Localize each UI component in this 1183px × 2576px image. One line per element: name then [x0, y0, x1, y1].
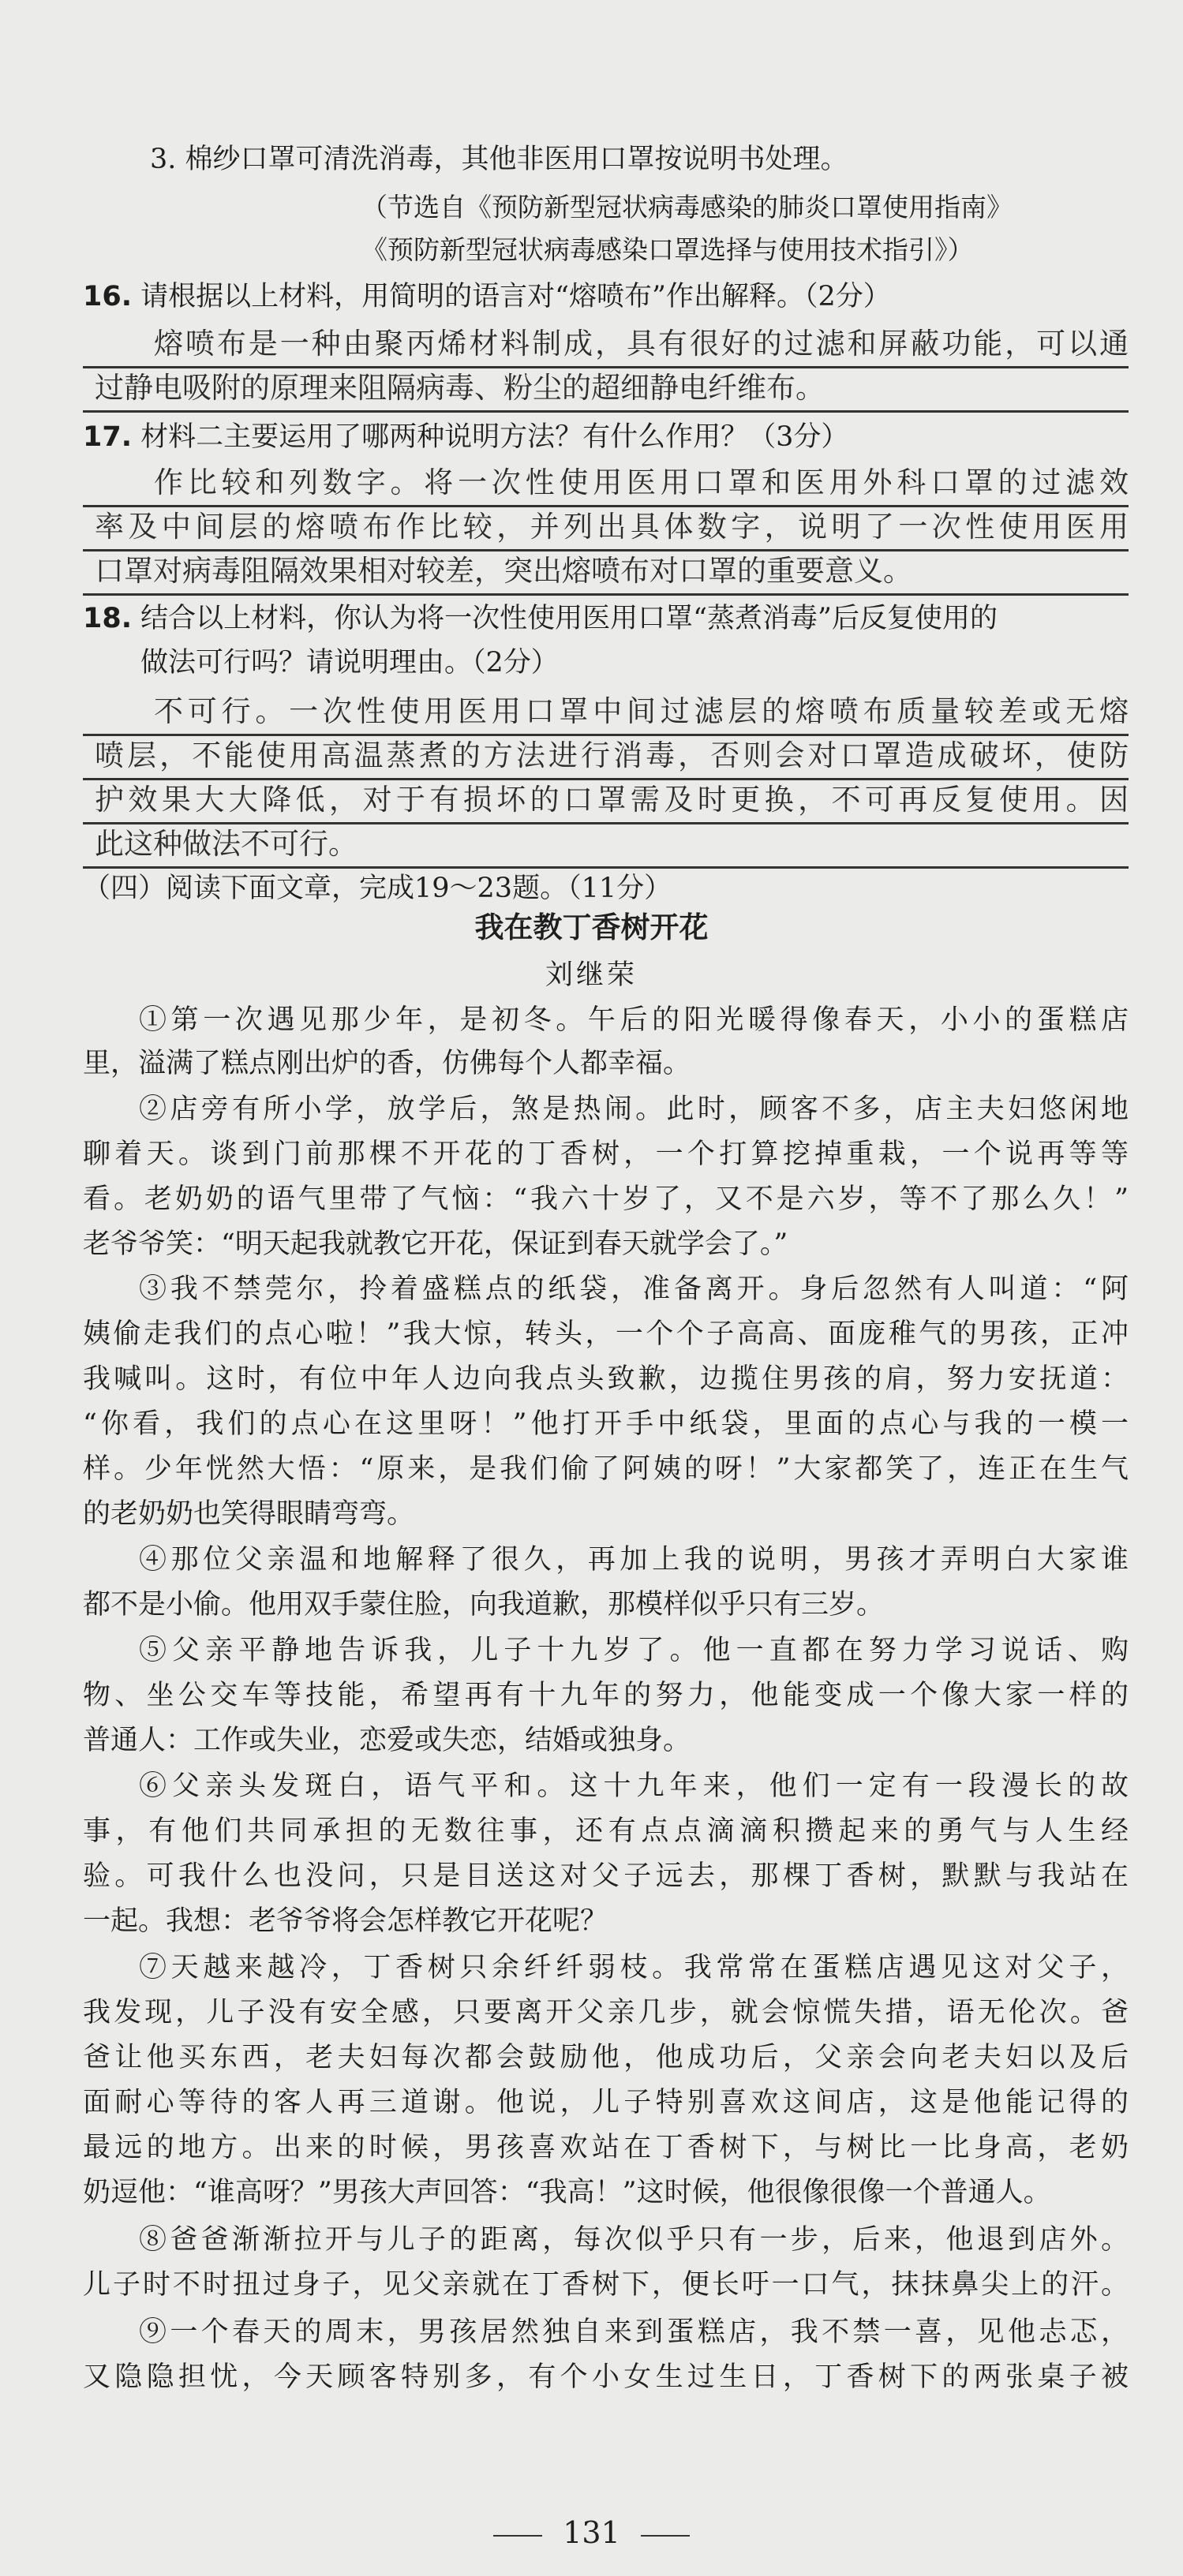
- section-heading: （四）阅读下面文章，完成19～23题。（11分）: [83, 873, 672, 904]
- paragraph-line: 聊着天。谈到门前那棵不开花的丁香树，一个打算挖掉重栽，一个说再等等: [83, 1138, 1129, 1170]
- answer-16-line-2: 过静电吸附的原理来阻隔病毒、粉尘的超细静电纤维布。: [95, 371, 825, 405]
- page-number-dash: [493, 2535, 542, 2537]
- answer-17-line-2: 率及中间层的熔喷布作比较，并列出具体数字，说明了一次性使用医用: [95, 510, 1129, 544]
- question-text: 结合以上材料，你认为将一次性使用医用口罩“蒸煮消毒”后反复使用的: [140, 603, 998, 634]
- paragraph-line: 儿子时不时扭过身子，见父亲就在丁香树下，便长吁一口气，抹抹鼻尖上的汗。: [83, 2269, 1129, 2301]
- paragraph-line: 我喊叫。这时，有位中年人边向我点头致歉，边揽住男孩的肩，努力安抚道：: [83, 1363, 1129, 1395]
- question-text: 请根据以上材料，用简明的语言对“熔喷布”作出解释。（2分）: [140, 281, 891, 312]
- paragraph-line: 样。少年恍然大悟：“原来，是我们偷了阿姨的呀！”大家都笑了，连正在生气: [83, 1453, 1129, 1485]
- paragraph-line: 普通人：工作或失业，恋爱或失恋，结婚或独身。: [83, 1725, 691, 1756]
- question-18: [83, 598, 1129, 639]
- paragraph-line: 面耐心等待的客人再三道谢。他说，儿子特别喜欢这间店，这是他能记得的: [83, 2087, 1129, 2118]
- page-number-value: 131: [563, 2515, 620, 2550]
- question-16: [83, 276, 891, 317]
- answer-18-line-4: 此这种做法不可行。: [95, 827, 358, 861]
- paragraph-line: 老爷爷笑：“明天起我就教它开花，保证到春天就学会了。”: [83, 1228, 788, 1260]
- paragraph-line: 爸让他买东西，老夫妇每次都会鼓励他，他成功后，父亲会向老夫妇以及后: [83, 2042, 1129, 2073]
- page-number: [0, 2512, 1183, 2553]
- answer-17-line-3: 口罩对病毒阻隔效果相对较差，突出熔喷布对口罩的重要意义。: [95, 554, 912, 588]
- paragraph-line: ④那位父亲温和地解释了很久，再加上我的说明，男孩才弄明白大家谁: [139, 1544, 1129, 1576]
- question-17: [83, 417, 848, 458]
- paragraph-line: 都不是小偷。他用双手蒙住脸，向我道歉，那模样似乎只有三岁。: [83, 1589, 885, 1621]
- paragraph-line: ⑥父亲头发斑白，语气平和。这十九年来，他们一定有一段漫长的故: [139, 1770, 1129, 1802]
- paragraph-line: 姨偷走我们的点心啦！”我大惊，转头，一个个子高高、面庞稚气的男孩，正冲: [83, 1318, 1129, 1350]
- paragraph-line: 奶逗他：“谁高呀？”男孩大声回答：“我高！”这时候，他很像很像一个普通人。: [83, 2177, 1051, 2208]
- paragraph-line: 验。可我什么也没问，只是目送这对父子远去，那棵丁香树，默默与我站在: [83, 1860, 1129, 1892]
- question-18-text-2: 做法可行吗？请说明理由。（2分）: [140, 647, 559, 679]
- paragraph-line: ⑤父亲平静地告诉我，儿子十九岁了。他一直都在努力学习说话、购: [139, 1635, 1129, 1666]
- page-number-dash: [641, 2535, 690, 2537]
- question-number: 16.: [83, 281, 133, 312]
- paragraph-line: ⑧爸爸渐渐拉开与儿子的距离，每次似乎只有一步，后来，他退到店外。: [139, 2224, 1129, 2256]
- paragraph-line: 又隐隐担忧，今天顾客特别多，有个小女生过生日，丁香树下的两张桌子被: [83, 2361, 1129, 2393]
- source-citation-2: 《预防新型冠状病毒感染口罩选择与使用技术指引》）: [361, 234, 974, 265]
- paragraph-line: 一起。我想：老爷爷将会怎样教它开花呢？: [83, 1905, 608, 1937]
- paragraph-line: ②店旁有所小学，放学后，煞是热闹。此时，顾客不多，店主夫妇悠闲地: [139, 1094, 1129, 1125]
- question-number: 18.: [83, 603, 133, 634]
- article-author: 刘继荣: [545, 959, 638, 991]
- paragraph-line: ⑨一个春天的周末，男孩居然独自来到蛋糕店，我不禁一喜，见他忐忑，: [139, 2316, 1129, 2348]
- paragraph-line: 事，有他们共同承担的无数往事，还有点点滴滴积攒起来的勇气与人生经: [83, 1815, 1129, 1847]
- question-number: 17.: [83, 421, 133, 453]
- answer-underline: [83, 410, 1129, 413]
- paragraph-line: 我发现，儿子没有安全感，只要离开父亲几步，就会惊慌失措，语无伦次。爸: [83, 1997, 1129, 2028]
- answer-18-line-2: 喷层，不能使用高温蒸煮的方法进行消毒，否则会对口罩造成破坏，使防: [95, 738, 1129, 772]
- paragraph-line: 最远的地方。出来的时候，男孩喜欢站在丁香树下，与树比一比身高，老奶: [83, 2132, 1129, 2163]
- answer-18-line-1: 不可行。一次性使用医用口罩中间过滤层的熔喷布质量较差或无熔: [154, 694, 1129, 728]
- list-item-3: 3. 棉纱口罩可清洗消毒，其他非医用口罩按说明书处理。: [150, 144, 848, 175]
- paragraph-line: ③我不禁莞尔，拎着盛糕点的纸袋，准备离开。身后忽然有人叫道：“阿: [139, 1273, 1129, 1305]
- paragraph-line: 物、坐公交车等技能，希望再有十九年的努力，他能变成一个像大家一样的: [83, 1680, 1129, 1711]
- paragraph-line: ⑦天越来越冷，丁香树只余纤纤弱枝。我常常在蛋糕店遇见这对父子，: [139, 1952, 1129, 1983]
- paragraph-line: 看。老奶奶的语气里带了气恼：“我六十岁了，又不是六岁，等不了那么久！”: [83, 1183, 1129, 1215]
- answer-16-line-1: 熔喷布是一种由聚丙烯材料制成，具有很好的过滤和屏蔽功能，可以通: [154, 327, 1129, 361]
- paragraph-line: ①第一次遇见那少年，是初冬。午后的阳光暖得像春天，小小的蛋糕店: [139, 1004, 1129, 1036]
- answer-17-line-1: 作比较和列数字。将一次性使用医用口罩和医用外科口罩的过滤效: [154, 465, 1129, 499]
- source-citation-1: （节选自《预防新型冠状病毒感染的肺炎口罩使用指南》: [361, 192, 1013, 222]
- paragraph-line: “你看，我们的点心在这里呀！”他打开手中纸袋，里面的点心与我的一模一: [83, 1408, 1129, 1440]
- answer-underline: [83, 593, 1129, 596]
- question-text: 材料二主要运用了哪两种说明方法？有什么作用？（3分）: [140, 421, 849, 453]
- article-title: 我在教丁香树开花: [474, 910, 709, 944]
- paragraph-line: 的老奶奶也笑得眼睛弯弯。: [83, 1498, 415, 1530]
- paragraph-line: 里，溢满了糕点刚出炉的香，仿佛每个人都幸福。: [83, 1048, 691, 1079]
- answer-18-line-3: 护效果大大降低，对于有损坏的口罩需及时更换，不可再反复使用。因: [95, 783, 1129, 817]
